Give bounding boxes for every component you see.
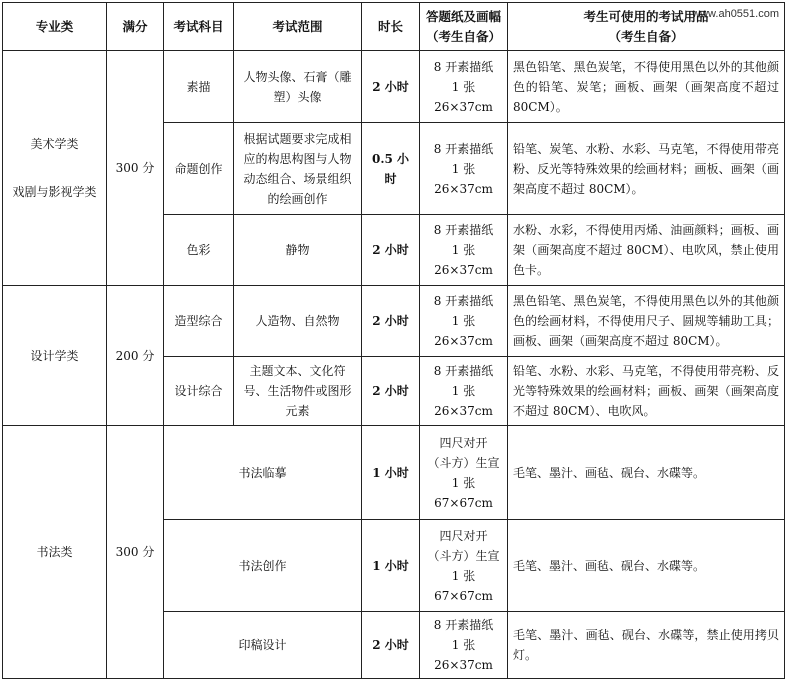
watermark-text: www.ah0551.com [692,8,779,20]
paper-line: 8 开素描纸 [433,223,494,237]
duration-cell: 1 小时 [362,520,420,612]
subject-cell: 素描 [164,51,234,123]
paper-line: 1 张 [451,161,476,176]
paper-line: 四尺对开 [439,435,488,450]
header-score: 满分 [107,3,164,51]
paper-line: 1 张 [451,79,476,94]
subject-cell: 命题创作 [164,123,234,215]
tools-cell: 黑色铅笔、黑色炭笔，不得使用黑色以外的其他颜色的铅笔、炭笔；画板、画架（画架高度不超过 80CM）。 [508,51,785,123]
scope-cell: 人造物、自然物 [234,286,362,357]
header-tools-note: （考生自备） [608,28,684,44]
duration-cell: 2 小时 [362,215,420,286]
paper-cell [420,426,508,520]
exam-requirements-table [2,2,785,679]
paper-cell [420,612,508,679]
duration-cell: 0.5 小时 [362,123,420,215]
paper-line: 8 开素描纸 [433,364,494,378]
duration-cell: 2 小时 [362,51,420,123]
major-name: 美术学类 [30,137,79,151]
header-paper [420,3,508,51]
paper-line: 26×37cm [434,99,493,114]
duration-cell: 2 小时 [362,286,420,357]
duration-cell: 2 小时 [362,612,420,679]
paper-line: 1 张 [451,384,476,398]
major-cell: 设计学类 [3,286,107,426]
paper-line: 26×37cm [434,263,493,277]
paper-line: （斗方）生宣 [427,548,500,563]
paper-line: 8 开素描纸 [433,618,494,632]
score-cell: 200 分 [107,286,164,426]
header-tools-label: 考生可使用的考试用品 [583,8,709,24]
paper-line: （斗方）生宣 [427,455,500,470]
subject-cell: 造型综合 [164,286,234,357]
tools-cell: 铅笔、炭笔、水粉、水彩、马克笔，不得使用带亮粉、反光等特殊效果的绘画材料；画板、画架（画架高度不超过 80CM）。 [508,123,785,215]
header-duration: 时长 [362,3,420,51]
scope-cell: 根据试题要求完成相应的构思构图与人物动态组合、场景组织的绘画创作 [234,123,362,215]
table-row [3,51,785,123]
paper-line: 1 张 [451,243,476,257]
paper-line: 1 张 [451,638,476,652]
paper-line: 26×37cm [434,404,493,418]
paper-line: 1 张 [451,475,476,490]
paper-cell [420,286,508,357]
score-cell: 300 分 [107,51,164,286]
subject-cell: 书法创作 [164,520,362,612]
header-subject: 考试科目 [164,3,234,51]
paper-line: 8 开素描纸 [433,141,494,156]
header-scope: 考试范围 [234,3,362,51]
scope-cell: 静物 [234,215,362,286]
paper-line: 1 张 [451,568,476,583]
paper-cell [420,520,508,612]
header-paper-label: 答题纸及画幅 [425,8,501,24]
header-paper-note: （考生自备） [425,28,501,44]
table-row [3,286,785,357]
scope-cell: 主题文本、文化符号、生活物件或图形元素 [234,357,362,426]
paper-line: 67×67cm [434,495,493,510]
paper-line: 1 张 [451,314,476,328]
score-cell: 300 分 [107,426,164,679]
paper-line: 67×67cm [434,588,493,603]
header-tools [508,3,785,51]
paper-line: 8 开素描纸 [433,294,494,308]
tools-cell: 毛笔、墨汁、画毡、砚台、水碟等。 [508,520,785,612]
major-name: 戏剧与影视学类 [12,185,97,199]
header-major: 专业类 [3,3,107,51]
scope-cell: 人物头像、石膏（雕塑）头像 [234,51,362,123]
major-cell [3,51,107,286]
duration-cell: 2 小时 [362,357,420,426]
tools-cell: 水粉、水彩，不得使用丙烯、油画颜料；画板、画架（画架高度不超过 80CM）、电吹风，禁止使用色卡。 [508,215,785,286]
paper-line: 8 开素描纸 [433,59,494,74]
tools-cell: 毛笔、墨汁、画毡、砚台、水碟等，禁止使用拷贝灯。 [508,612,785,679]
tools-cell: 黑色铅笔、黑色炭笔，不得使用黑色以外的其他颜色的绘画材料，不得使用尺子、圆规等辅助工具；画板、画架（画架高度不超过 80CM）。 [508,286,785,357]
paper-cell [420,51,508,123]
tools-cell: 毛笔、墨汁、画毡、砚台、水碟等。 [508,426,785,520]
paper-cell [420,215,508,286]
paper-line: 26×37cm [434,181,493,196]
paper-line: 26×37cm [434,658,493,672]
paper-cell [420,357,508,426]
tools-cell: 铅笔、水粉、水彩、马克笔，不得使用带亮粉、反光等特殊效果的绘画材料；画板、画架（画架高度不超过 80CM）、电吹风。 [508,357,785,426]
major-cell: 书法类 [3,426,107,679]
table-row [3,426,785,520]
duration-cell: 1 小时 [362,426,420,520]
subject-cell: 印稿设计 [164,612,362,679]
paper-line: 四尺对开 [439,528,488,543]
subject-cell: 书法临摹 [164,426,362,520]
paper-cell [420,123,508,215]
header-row [3,3,785,51]
subject-cell: 设计综合 [164,357,234,426]
subject-cell: 色彩 [164,215,234,286]
paper-line: 26×37cm [434,334,493,348]
